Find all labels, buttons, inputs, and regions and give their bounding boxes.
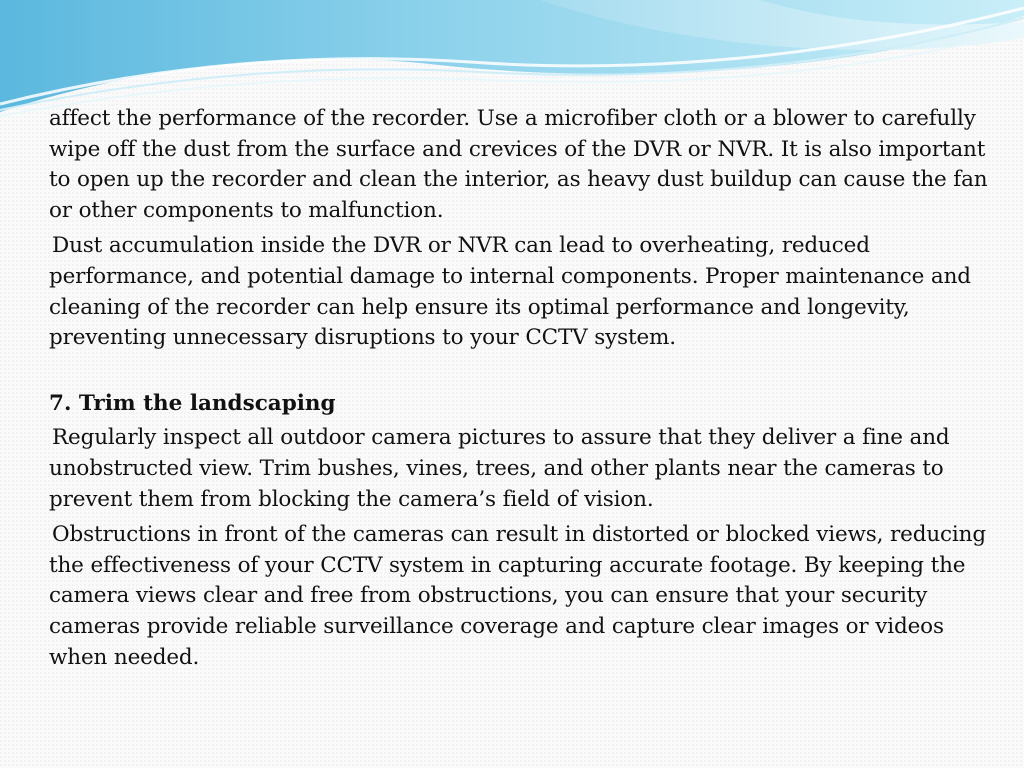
paragraph-inspect-cameras: Regularly inspect all outdoor camera pictures to assure that they deliver a fine and unobstructed view. Trim bushes, vines, trees, and other plants near the cameras to prevent them from blocking the camera’s field of vision.	[49, 425, 950, 512]
slide-body	[49, 104, 1004, 673]
paragraph-dust-accumulation: Dust accumulation inside the DVR or NVR can lead to overheating, reduced performance, and potential damage to internal components. Proper maintenance and cleaning of the recorder can help ensure its optimal performance and longevity, preventing unnecessary disruptions to your CCTV system.	[49, 233, 971, 351]
decorative-wave-header	[0, 0, 1024, 120]
paragraph-obstructions: Obstructions in front of the cameras can result in distorted or blocked views, reducing the effectiveness of your CCTV system in capturing accurate footage. By keeping the camera views clear and free from obstructions, you can ensure that your security cameras provide reliable surveillance coverage and capture clear images or videos when needed.	[49, 522, 986, 670]
paragraph-dust-cleaning: affect the performance of the recorder. Use a microfiber cloth or a blower to carefully wipe off the dust from the surface and crevices of the DVR or NVR. It is also important to open up the recorder and clean the interior, as heavy dust buildup can cause the fan or other components to malfunction.	[49, 106, 988, 223]
section-heading: 7. Trim the landscaping	[49, 390, 336, 416]
